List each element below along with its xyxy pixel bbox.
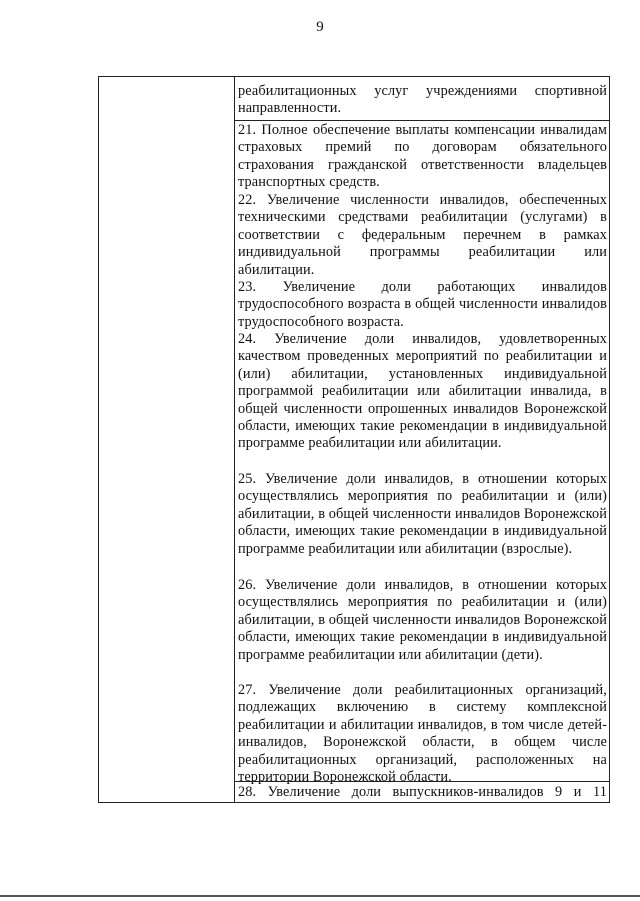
- table-row: 24. Увеличение доли инвалидов, удовлетворенных качеством проведенных мероприятий по реабилитации и (или) абилитации, установленных индивидуальной программой реабилитации или абилитации инвалида, в общей численности опрошенных инвалидов Воронежской области, имеющих такие рекомендации в индивидуальной программе реабилитации или абилитации.: [238, 331, 607, 452]
- row-divider: [235, 781, 609, 782]
- page-number: 9: [316, 19, 324, 35]
- table-row: 23. Увеличение доли работающих инвалидов трудоспособного возраста в общей численности инвалидов трудоспособного возраста.: [238, 279, 607, 330]
- indicators-table: [98, 76, 610, 803]
- table-row: 27. Увеличение доли реабилитационных организаций, подлежащих включению в систему комплексной реабилитации и абилитации инвалидов, в том числе детей-инвалидов, Воронежской области, в общем числе реабилитационных организаций, расположенных на территории Воронежской области.: [238, 682, 607, 786]
- row-divider: [235, 120, 609, 121]
- table-right-column: [235, 77, 609, 802]
- table-left-column: [99, 77, 235, 802]
- table-row: 28. Увеличение доли выпускников-инвалидов 9 и 11: [238, 784, 607, 800]
- bottom-rule: [0, 895, 640, 897]
- table-row: реабилитационных услуг учреждениями спортивной направленности.: [238, 83, 607, 117]
- table-row: 26. Увеличение доли инвалидов, в отношении которых осуществлялись мероприятия по реабилитации и (или) абилитации, в общей численности инвалидов Воронежской области, имеющих такие рекомендации в индивидуальной программе реабилитации или абилитации (дети).: [238, 577, 607, 663]
- table-row: 25. Увеличение доли инвалидов, в отношении которых осуществлялись мероприятия по реабилитации и (или) абилитации, в общей численности инвалидов Воронежской области, имеющих такие рекомендации в индивидуальной программе реабилитации или абилитации (взрослые).: [238, 471, 607, 557]
- table-row: 21. Полное обеспечение выплаты компенсации инвалидам страховых премий по договорам обязательного страхования гражданской ответственности владельцев транспортных средств.: [238, 122, 607, 191]
- table-row: 22. Увеличение численности инвалидов, обеспеченных техническими средствами реабилитации (услугами) в соответствии с федеральным перечнем в рамках индивидуальной программы реабилитации или абилитации.: [238, 192, 607, 278]
